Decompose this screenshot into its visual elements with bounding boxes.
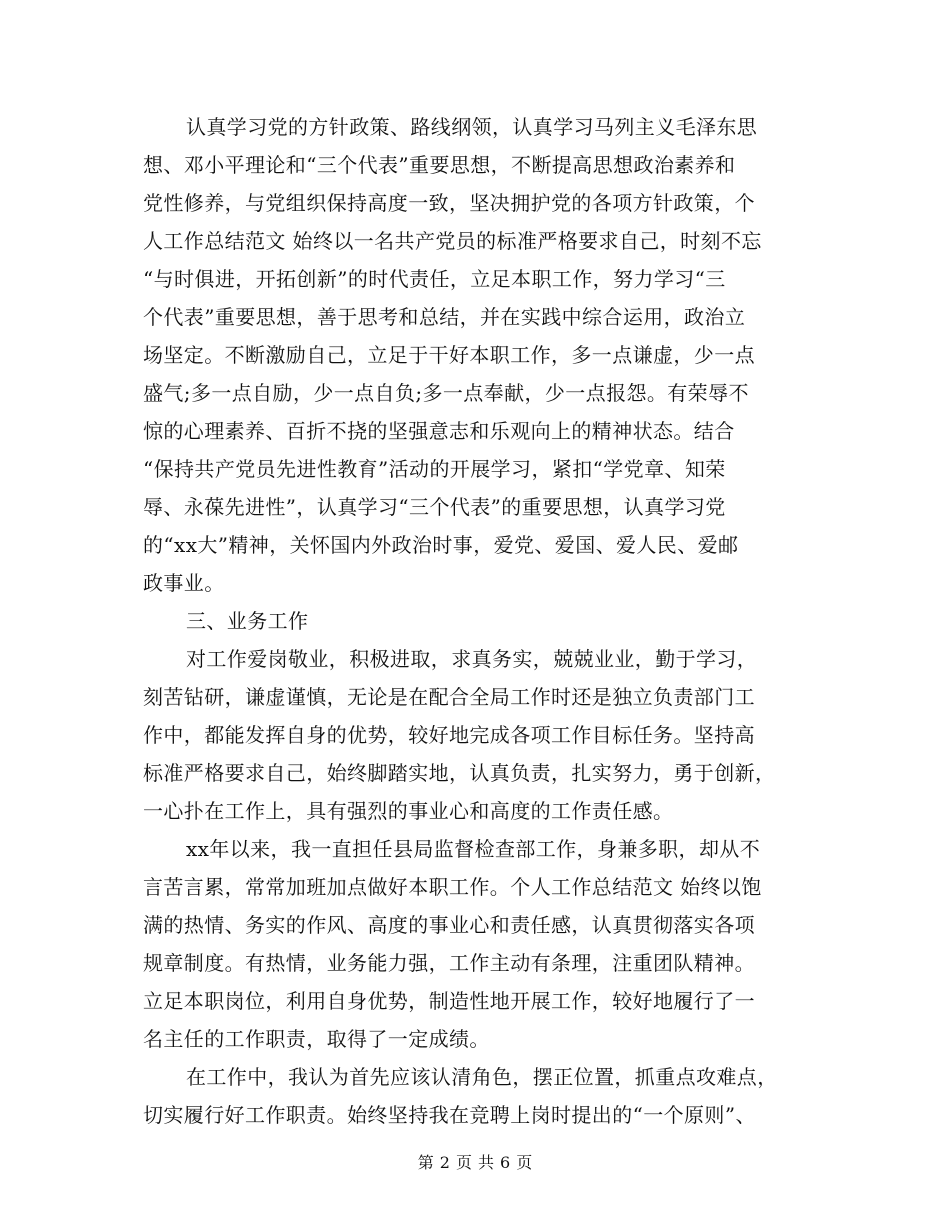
text-line: 切实履行好工作职责。始终坚持我在竞聘上岗时提出的“一个原则”、 [143, 1103, 756, 1127]
text-line: 政事业。 [143, 571, 225, 595]
footer-page-label: 页 [455, 1153, 472, 1172]
text-line: 言苦言累，常常加班加点做好本职工作。个人工作总结范文 始终以饱 [143, 875, 762, 899]
text-line: 盛气;多一点自励，少一点自负;多一点奉献，少一点报怨。有荣辱不 [143, 381, 749, 405]
text-line: 党性修养，与党组织保持高度一致，坚决拥护党的各项方针政策，个 [143, 191, 755, 215]
text-line: 个代表”重要思想，善于思考和总结，并在实践中综合运用，政治立 [143, 305, 746, 329]
text-line: 辱、永葆先进性”，认真学习“三个代表”的重要思想，认真学习党 [143, 495, 726, 519]
text-line: 刻苦钻研，谦虚谨慎，无论是在配合全局工作时还是独立负责部门工 [143, 685, 755, 709]
text-line: 作中，都能发挥自身的优势，较好地完成各项工作目标任务。坚持高 [143, 723, 755, 747]
text-line: 人工作总结范文 始终以一名共产党员的标准严格要求自己，时刻不忘 [143, 229, 762, 253]
text-line: 规章制度。有热情，业务能力强，工作主动有条理，注重团队精神。 [143, 951, 755, 975]
footer-suffix: 页 [516, 1153, 533, 1172]
text-line: 场坚定。不断激励自己，立足于干好本职工作，多一点谦虚，少一点 [143, 343, 755, 367]
text-line: 对工作爱岗敬业，积极进取，求真务实，兢兢业业，勤于学习， [186, 647, 758, 671]
text-line: 名主任的工作职责，取得了一定成绩。 [143, 1027, 490, 1051]
body-text [143, 108, 813, 1134]
page-footer [0, 1152, 950, 1174]
text-line: 认真学习党的方针政策、路线纲领，认真学习马列主义毛泽东思 [186, 115, 758, 139]
section-heading: 三、业务工作 [186, 609, 309, 633]
text-line: 的“xx大”精神，关怀国内外政治时事，爱党、爱国、爱人民、爱邮 [143, 533, 739, 557]
text-line: 想、邓小平理论和“三个代表”重要思想，不断提高思想政治素养和 [143, 153, 736, 177]
text-line: “保持共产党员先进性教育”活动的开展学习，紧扣“学党章、知荣 [143, 457, 726, 481]
text-line: 立足本职岗位，利用自身优势，制造性地开展工作，较好地履行了一 [143, 989, 755, 1013]
text-line: 惊的心理素养、百折不挠的坚强意志和乐观向上的精神状态。结合 [143, 419, 735, 443]
text-line: xx年以来，我一直担任县局监督检查部工作，身兼多职，却从不 [186, 837, 761, 861]
footer-total-label: 共 [478, 1153, 495, 1172]
footer-total-pages: 6 [500, 1153, 511, 1172]
text-line: 满的热情、务实的作风、高度的事业心和责任感，认真贯彻落实各项 [143, 913, 755, 937]
text-line: 在工作中，我认为首先应该认清角色，摆正位置，抓重点攻难点， [186, 1065, 778, 1089]
text-line: “与时俱进，开拓创新”的时代责任，立足本职工作，努力学习“三 [143, 267, 726, 291]
footer-prefix: 第 [417, 1153, 434, 1172]
footer-page-number: 2 [439, 1153, 450, 1172]
text-line: 一心扑在工作上，具有强烈的事业心和高度的工作责任感。 [143, 799, 674, 823]
text-line: 标准严格要求自己，始终脚踏实地，认真负责，扎实努力，勇于创新， [143, 761, 776, 785]
